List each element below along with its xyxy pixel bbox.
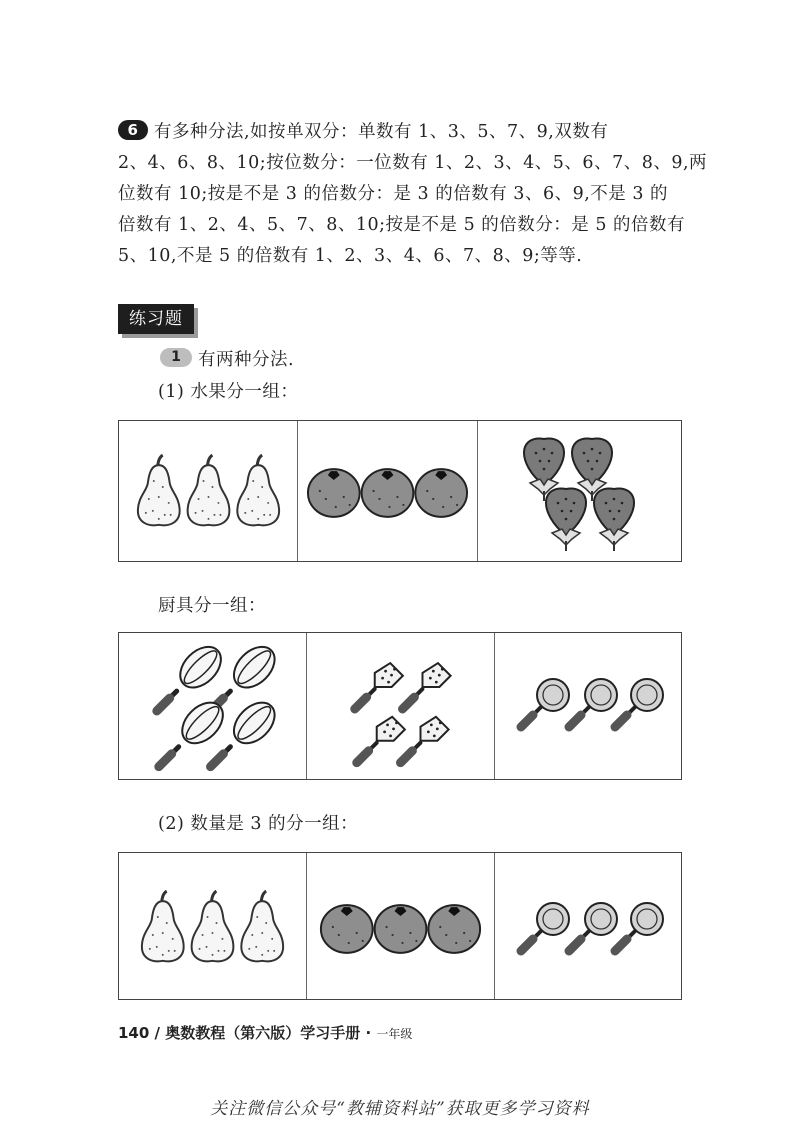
spatula-icon	[307, 633, 494, 779]
frying-pan-icon	[495, 633, 681, 779]
page-number: 140	[118, 1024, 150, 1042]
answer-line-3: 位数有 10;按是不是 3 的倍数分：是 3 的倍数有 3、6、9,不是 3 的	[118, 184, 669, 204]
exercise-intro: 有两种分法.	[198, 350, 295, 370]
orange-icon	[298, 421, 477, 561]
strawberry-icon	[478, 421, 681, 561]
answer-line-2: 2、4、6、8、10;按位数分：一位数有 1、2、3、4、5、6、7、8、9,两	[118, 153, 708, 173]
frying-pan-cell-2	[495, 853, 681, 999]
part1-label: (1) 水果分一组：	[158, 382, 299, 402]
watermark-text: 关注微信公众号“教辅资料站”获取更多学习资料	[210, 1099, 590, 1119]
orange-icon	[307, 853, 494, 999]
book-title: / 奥数教程（第六版）学习手册 ·	[154, 1024, 372, 1042]
pear-cell	[119, 421, 298, 561]
pear-icon	[119, 853, 306, 999]
spatula-cell	[307, 633, 495, 779]
pear-cell-2	[119, 853, 307, 999]
whisk-icon	[119, 633, 306, 779]
quantity3-group-box	[118, 852, 682, 1000]
pear-icon	[119, 421, 297, 561]
section-title: 练习题	[118, 304, 194, 334]
strawberry-cell	[478, 421, 681, 561]
answer-line-4: 倍数有 1、2、4、5、7、8、10;按是不是 5 的倍数分：是 5 的倍数有	[118, 215, 686, 235]
exercise-number-badge: 1	[160, 348, 192, 367]
answer-line-5: 5、10,不是 5 的倍数有 1、2、3、4、6、7、8、9;等等.	[118, 246, 583, 266]
whisk-cell	[119, 633, 307, 779]
answer-number-badge: 6	[118, 120, 148, 140]
page-footer	[118, 1022, 412, 1043]
grade-label: 一年级	[376, 1027, 413, 1041]
orange-cell	[298, 421, 478, 561]
kitchen-group-box	[118, 632, 682, 780]
fruit-group-box	[118, 420, 682, 562]
frying-pan-icon	[495, 853, 681, 999]
answer-line-1: 有多种分法,如按单双分：单数有 1、3、5、7、9,双数有	[154, 122, 609, 142]
kitchen-label: 厨具分一组：	[158, 596, 266, 616]
orange-cell-2	[307, 853, 495, 999]
part2-label: (2) 数量是 3 的分一组：	[158, 814, 359, 834]
frying-pan-cell	[495, 633, 681, 779]
